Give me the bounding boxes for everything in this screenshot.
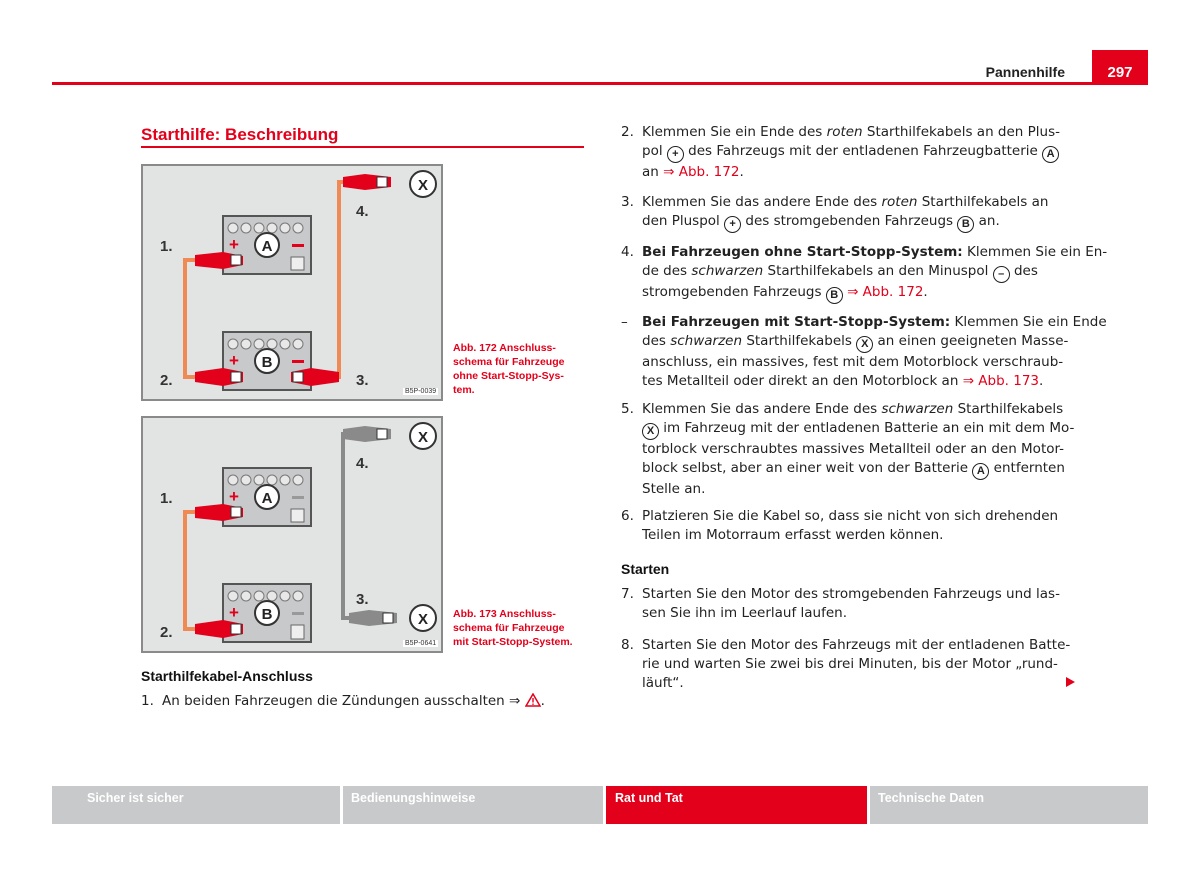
step-6 (621, 507, 1061, 547)
clamp-4 (343, 426, 391, 442)
step-3 (621, 193, 1061, 233)
battery-b-symbol-icon: B (957, 216, 974, 233)
figure-172-caption (453, 341, 578, 397)
step-number: 2. (621, 124, 634, 140)
battery-b-label: B (261, 606, 273, 623)
battery-b-symbol-icon: B (826, 287, 843, 304)
caption-line: mit Start-Stopp-System. (453, 636, 573, 648)
step-text: Klemmen Sie das andere Ende des roten Starthilfekabels an den Pluspol + des stromgebenden Fahrzeugs B an. (642, 193, 1048, 233)
clamp-2 (195, 368, 243, 386)
ground-label: X (417, 177, 429, 194)
caption-line: tem. (453, 384, 475, 396)
step-text: Starten Sie den Motor des stromgebenden Fahrzeugs und las- sen Sie ihn im Leerlauf laufen. (642, 586, 1060, 621)
ground-symbol-icon: X (856, 336, 873, 353)
clamp-3 (349, 610, 397, 626)
figure-173-caption (453, 607, 578, 649)
step-8 (621, 636, 1071, 696)
step-7 (621, 585, 1061, 625)
clamp-2 (195, 620, 243, 638)
step-text: Starten Sie den Motor des Fahrzeugs mit der entladenen Batte- rie und warten Sie zwei bis drei Minuten, bis der Motor „rund- läuft“. (642, 637, 1071, 691)
fig-label-3: 3. (356, 591, 369, 608)
negative-cable (331, 182, 359, 377)
section-title: Starthilfe: Beschreibung (141, 125, 339, 144)
caption-line: Abb. 173 Anschluss- (453, 608, 556, 620)
footer-tab-rat-und-tat[interactable]: Rat und Tat (606, 786, 867, 824)
figure-172-diagram (143, 166, 441, 399)
step-number: 5. (621, 401, 634, 417)
battery-a-label: A (261, 238, 273, 255)
footer-tab-bedienung[interactable]: Bedienungshinweise (343, 786, 603, 824)
svg-text:+: + (229, 603, 239, 622)
battery-a-symbol-icon: A (1042, 146, 1059, 163)
figure-ref-172[interactable]: ⇒ Abb. 172 (847, 284, 924, 300)
figure-code: B5P-0039 (405, 388, 437, 395)
step-number: 8. (621, 637, 634, 653)
battery-a-symbol-icon: A (972, 463, 989, 480)
clamp-3 (291, 368, 339, 386)
svg-text:+: + (229, 351, 239, 370)
footer-tab-sicher[interactable]: Sicher ist sicher (52, 786, 340, 824)
svg-text:+: + (229, 487, 239, 506)
step-2 (621, 123, 1061, 183)
step-alternative (621, 313, 1107, 393)
step-text: Bei Fahrzeugen mit Start-Stopp-System: Klemmen Sie ein Ende des schwarzen Starthilfekabels X an einen geeigneten Masse- anschluss, ein massives, fest mit dem Motorblock verschraub- tes Metallteil oder direkt an den Motorblock an ⇒ Abb. 173. (642, 314, 1107, 389)
figure-ref-172[interactable]: ⇒ Abb. 172 (663, 164, 740, 180)
minus-symbol-icon: – (993, 266, 1010, 283)
svg-text:+: + (229, 235, 239, 254)
fig-label-1: 1. (160, 238, 173, 255)
title-rule (141, 146, 584, 148)
step-number: – (621, 314, 628, 330)
warning-icon[interactable] (525, 693, 541, 707)
caption-line: schema für Fahrzeuge (453, 356, 565, 368)
step-number: 3. (621, 194, 634, 210)
caption-line: ohne Start-Stopp-Sys- (453, 370, 564, 382)
ground-symbol-icon: X (642, 423, 659, 440)
step-1 (141, 692, 581, 712)
battery-a-label: A (261, 490, 273, 507)
header-rule (52, 82, 1148, 85)
figure-173-diagram (143, 418, 441, 651)
page-number: 297 (1107, 64, 1133, 81)
step-text: Bei Fahrzeugen ohne Start-Stopp-System: Klemmen Sie ein En- de des schwarzen Starthilfekabels an den Minuspol – des stromgebenden Fahrzeugs B ⇒ Abb. 172. (642, 243, 1107, 304)
figure-173 (141, 416, 443, 653)
positive-cable (185, 260, 223, 377)
step-5 (621, 400, 1075, 500)
continue-arrow-icon[interactable] (1066, 677, 1075, 687)
step-text: Platzieren Sie die Kabel so, dass sie nicht von sich drehenden Teilen im Motorraum erfasst werden können. (642, 508, 1059, 543)
figure-code: B5P-0641 (405, 640, 437, 647)
step-text: Klemmen Sie ein Ende des roten Starthilfekabels an den Plus- pol + des Fahrzeugs mit der entladenen Fahrzeugbatterie A an ⇒ Abb. 172. (642, 124, 1060, 180)
clamp-4 (343, 174, 391, 190)
subheading-anschluss: Starthilfekabel-Anschluss (141, 668, 313, 684)
ground-label: X (417, 429, 429, 446)
step-text: An beiden Fahrzeugen die Zündungen ausschalten ⇒ . (162, 693, 545, 709)
footer-tab-technische-daten[interactable]: Technische Daten (870, 786, 1148, 824)
fig-label-3: 3. (356, 372, 369, 389)
step-4 (621, 243, 1108, 303)
caption-line: schema für Fahrzeuge (453, 622, 565, 634)
step-number: 4. (621, 244, 634, 260)
fig-label-1: 1. (160, 490, 173, 507)
fig-label-4: 4. (356, 455, 369, 472)
battery-b-label: B (261, 354, 273, 371)
fig-label-4: 4. (356, 203, 369, 220)
fig-label-2: 2. (160, 372, 173, 389)
section-label: Pannenhilfe (985, 64, 1065, 80)
step-text: Klemmen Sie das andere Ende des schwarzen Starthilfekabels X im Fahrzeug mit der entladenen Batterie an ein mit dem Mo- torblock verschraubtes massives Metallteil oder an den Motor- block selbst, aber an einer weit von der Batterie A entfernten Stelle an. (642, 401, 1075, 497)
subheading-starten: Starten (621, 561, 670, 577)
step-number: 7. (621, 586, 634, 602)
figure-172 (141, 164, 443, 401)
plus-symbol-icon: + (667, 146, 684, 163)
step-number: 1. (141, 693, 154, 709)
step-number: 6. (621, 508, 634, 524)
fig-label-2: 2. (160, 624, 173, 641)
figure-ref-173[interactable]: ⇒ Abb. 173 (962, 373, 1040, 389)
ground-label: X (417, 611, 429, 628)
caption-line: Abb. 172 Anschluss- (453, 342, 556, 354)
positive-cable (185, 512, 223, 629)
plus-symbol-icon: + (724, 216, 741, 233)
